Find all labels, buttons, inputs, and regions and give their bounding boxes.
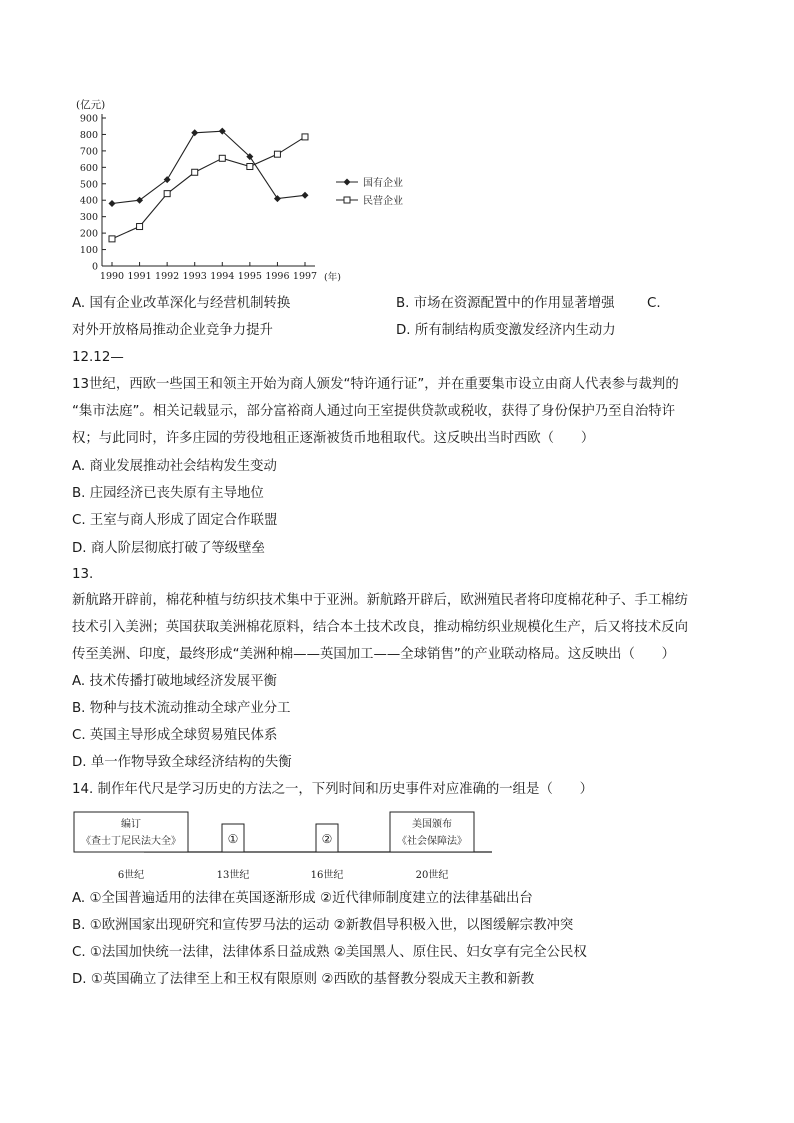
- q14-option-a[interactable]: A. ①全国普遍适用的法律在英国逐渐形成 ②近代律师制度建立的法律基础出台: [72, 891, 533, 906]
- q12-option-d[interactable]: D. 商人阶层彻底打破了等级壁垒: [72, 541, 265, 556]
- q13-stem-line: 技术引入美洲；英国获取美洲棉花原料，结合本土技术改良，推动棉纺织业规模化生产，后又将技术反向: [72, 620, 688, 635]
- q12-option-b[interactable]: B. 庄园经济已丧失原有主导地位: [72, 486, 264, 501]
- timeline-label-13th-century: 13世纪: [216, 870, 250, 881]
- q13-option-d[interactable]: D. 单一作物导致全球经济结构的失衡: [72, 755, 292, 770]
- q13-option-a[interactable]: A. 技术传播打破地域经济发展平衡: [72, 674, 277, 689]
- q11-option-d[interactable]: D. 所有制结构质变激发经济内生动力: [396, 323, 616, 338]
- q14-option-b[interactable]: B. ①欧洲国家出现研究和宣传罗马法的运动 ②新教倡导积极入世，以图缓解宗教冲突: [72, 918, 574, 933]
- data-point: [247, 164, 253, 170]
- data-point: [192, 169, 198, 175]
- y-tick-label: 700: [79, 146, 98, 158]
- q12-stem-line: “集市法庭”。相关记载显示，部分富裕商人通过向王室提供贷款或税收，获得了身份保护乃至自治特许: [72, 404, 676, 419]
- q13-stem-line: 传至美洲、印度，最终形成“美洲种棉——英国加工——全球销售”的产业联动格局。这反映出（ ）: [72, 647, 676, 662]
- timeline-box1-line2: 《查士丁尼民法大全》: [81, 836, 181, 847]
- x-tick-label: 1994: [210, 271, 235, 282]
- q12-stem-line: 权；与此同时，许多庄园的劳役地租正逐渐被货币地租取代。这反映出当时西欧（ ）: [72, 431, 595, 446]
- chart-unit-label: (亿元): [76, 99, 106, 111]
- legend-label: 国有企业: [363, 178, 403, 189]
- x-tick-label: 1997: [292, 271, 318, 282]
- q11-option-a[interactable]: A. 国有企业改革深化与经营机制转换: [72, 296, 291, 311]
- x-tick-label: 1992: [155, 271, 180, 282]
- q11-option-c-prefix[interactable]: C.: [647, 296, 661, 311]
- legend-label: 民营企业: [363, 196, 403, 207]
- data-point: [109, 236, 115, 242]
- y-tick-label: 600: [79, 162, 98, 174]
- q13-option-c[interactable]: C. 英国主导形成全球贸易殖民体系: [72, 728, 278, 743]
- data-point: [274, 151, 280, 157]
- data-point: [164, 191, 170, 197]
- y-tick-label: 800: [79, 129, 98, 141]
- timeline-canvas: [72, 808, 502, 888]
- q11-option-b[interactable]: B. 市场在资源配置中的作用显著增强: [396, 296, 615, 311]
- q12-option-c[interactable]: C. 王室与商人形成了固定合作联盟: [72, 513, 278, 528]
- timeline-box3-label: ②: [321, 832, 333, 846]
- timeline-box1-line1: 编订: [121, 819, 141, 830]
- q11-option-c-text[interactable]: 对外开放格局推动企业竞争力提升: [72, 323, 273, 338]
- legend-marker: [344, 179, 351, 186]
- q14-option-c[interactable]: C. ①法国加快统一法律，法律体系日益成熟 ②美国黑人、原住民、妇女享有完全公民权: [72, 945, 587, 960]
- data-point: [302, 134, 308, 140]
- data-point: [274, 195, 281, 202]
- data-point: [191, 129, 198, 136]
- timeline-label-6th-century: 6世纪: [117, 870, 145, 881]
- timeline-box2-label: ①: [227, 832, 239, 846]
- chart-canvas: [70, 96, 410, 286]
- y-tick-label: 300: [79, 212, 98, 224]
- q14-option-d[interactable]: D. ①英国确立了法律至上和王权有限原则 ②西欧的基督教分裂成天主教和新教: [72, 972, 535, 987]
- y-tick-label: 200: [79, 228, 98, 240]
- series-line-0: [112, 131, 305, 203]
- q13-stem-line: 新航路开辟前，棉花种植与纺织技术集中于亚洲。新航路开辟后，欧洲殖民者将印度棉花种子、手工棉纺: [72, 593, 688, 608]
- x-tick-label: 1991: [127, 271, 152, 282]
- y-tick-label: 0: [91, 261, 98, 273]
- y-tick-label: 900: [79, 113, 98, 125]
- q14-stem: 14. 制作年代尺是学习历史的方法之一，下列时间和历史事件对应准确的一组是（ ）: [72, 782, 594, 797]
- q12-option-a[interactable]: A. 商业发展推动社会结构发生变动: [72, 459, 277, 474]
- timeline-box4-line1: 美国颁布: [412, 819, 452, 830]
- enterprise-investment-line-chart: [70, 96, 410, 286]
- timeline-label-16th-century: 16世纪: [310, 870, 344, 881]
- x-tick-label: 1990: [99, 271, 125, 282]
- legend-marker: [344, 197, 350, 203]
- q14-timeline: [72, 808, 502, 888]
- data-point: [109, 200, 116, 207]
- y-tick-label: 100: [79, 245, 98, 257]
- timeline-label-20th-century: 20世纪: [415, 870, 449, 881]
- data-point: [302, 192, 309, 199]
- y-tick-label: 400: [79, 195, 98, 207]
- x-tick-label: 1996: [265, 271, 290, 282]
- y-tick-label: 500: [79, 179, 98, 191]
- data-point: [137, 224, 143, 230]
- q12-stem-line: 13世纪，西欧一些国王和领主开始为商人颁发“特许通行证”，并在重要集市设立由商人代表参与裁判的: [72, 377, 679, 392]
- chart-x-unit-label: (年): [324, 272, 341, 283]
- timeline-box4-line2: 《社会保障法》: [397, 836, 467, 847]
- q13-number: 13.: [72, 567, 94, 582]
- x-tick-label: 1993: [182, 271, 207, 282]
- data-point: [219, 155, 225, 161]
- q12-number: 12.12—: [72, 350, 124, 365]
- x-tick-label: 1995: [237, 271, 262, 282]
- q13-option-b[interactable]: B. 物种与技术流动推动全球产业分工: [72, 701, 291, 716]
